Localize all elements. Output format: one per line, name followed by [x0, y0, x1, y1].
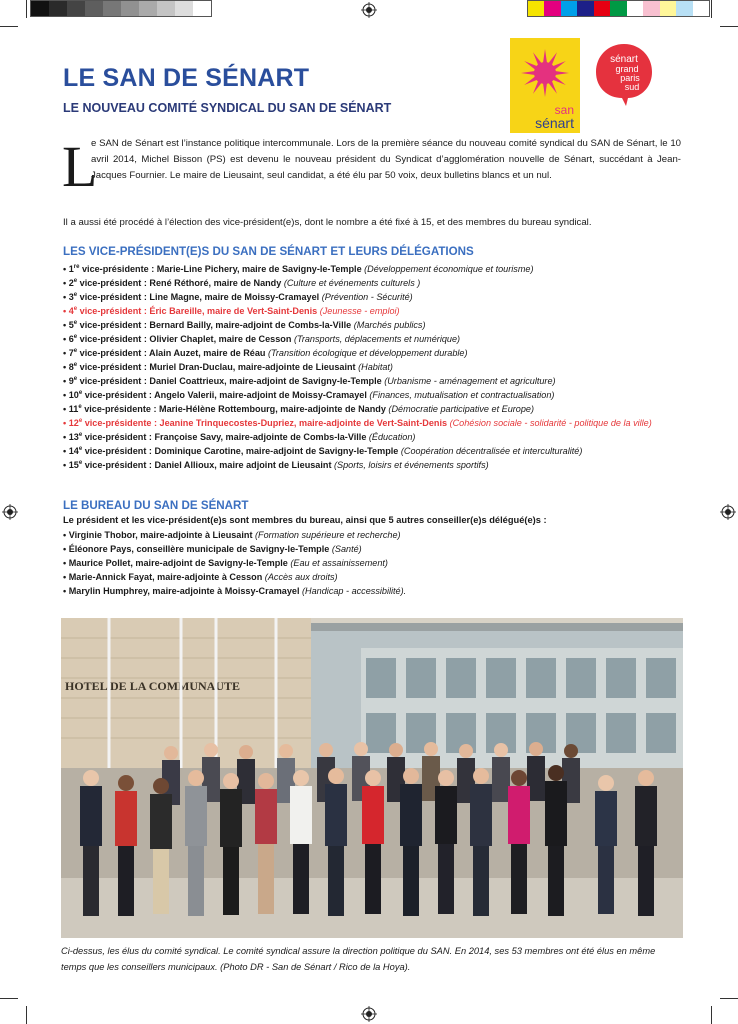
group-photo-illustration	[61, 618, 683, 938]
vice-president-item	[63, 346, 688, 360]
bureau-member-role: (Handicap - accessibilité).	[302, 586, 407, 596]
rank-suffix: e	[73, 305, 78, 312]
rank-suffix: e	[73, 375, 78, 382]
rank-suffix: e	[73, 347, 78, 354]
delegation-description: (Habitat)	[358, 362, 393, 372]
list-bullet: •	[63, 432, 69, 442]
bureau-member-name: • Marie-Annick Fayat, maire-adjointe à Cesson	[63, 572, 265, 582]
vice-president-rank: 5	[68, 320, 74, 330]
photo-caption: Ci-dessus, les élus du comité syndical. Le comité syndical assure la direction politique du SAN. En 2014, ses 53 membres ont été élus en même temps que les conseillers municipaux. (Photo DR - San de Sénart / Rico de la Hoya).	[61, 946, 656, 972]
list-bullet: •	[63, 278, 69, 288]
delegation-description: (Démocratie participative et Europe)	[388, 404, 534, 414]
vice-president-item	[63, 304, 688, 318]
group-photo	[61, 618, 683, 938]
delegation-description: (Éducation)	[368, 432, 416, 442]
trim-mark	[26, 1006, 27, 1024]
vice-president-name: vice-président : Angelo Valerii, maire-adjoint de Moissy-Cramayel	[82, 390, 370, 400]
bureau-member-role: (Eau et assainissement)	[290, 558, 388, 568]
vice-president-item	[63, 402, 688, 416]
delegation-description: (Prévention - Sécurité)	[321, 292, 413, 302]
vice-president-name: vice-président : Daniel Coattrieux, maire-adjoint de Savigny-le-Temple	[77, 376, 385, 386]
vice-president-rank: 6	[68, 334, 74, 344]
rank-suffix: e	[78, 417, 83, 424]
list-bullet: •	[63, 460, 69, 470]
vice-president-rank: 8	[68, 362, 74, 372]
rank-suffix: e	[78, 389, 83, 396]
vice-president-rank: 1	[68, 264, 74, 274]
rank-suffix: e	[73, 333, 78, 340]
list-bullet: •	[63, 348, 69, 358]
bureau-member-name: • Éléonore Pays, conseillère municipale de Savigny-le-Temple	[63, 544, 332, 554]
vice-president-item	[63, 332, 688, 346]
list-bullet: •	[63, 306, 69, 316]
page-title: LE SAN DE SÉNART	[63, 64, 310, 92]
trim-mark	[0, 26, 18, 27]
rank-suffix: e	[78, 431, 83, 438]
vice-president-rank: 3	[68, 292, 74, 302]
trim-mark	[26, 0, 27, 18]
senart-grand-paris-sud-logo	[594, 42, 654, 110]
vice-president-item	[63, 318, 688, 332]
delegation-description: (Culture et événements culturels )	[283, 278, 421, 288]
list-bullet: •	[63, 418, 69, 428]
vice-president-name: vice-président : Alain Auzet, maire de Réau	[77, 348, 268, 358]
bureau-member-name: • Maurice Pollet, maire-adjoint de Savigny-le-Temple	[63, 558, 291, 568]
delegation-description: (Urbanisme - aménagement et agriculture)	[384, 376, 556, 386]
delegation-description: (Sports, loisirs et événements sportifs)	[334, 460, 489, 470]
vice-presidents-list	[63, 262, 688, 472]
vice-president-rank: 15	[68, 460, 79, 470]
san-senart-logo	[510, 38, 580, 133]
bureau-member-item	[63, 556, 688, 570]
vice-president-item	[63, 458, 688, 472]
list-bullet: •	[63, 320, 69, 330]
vice-president-item	[63, 360, 688, 374]
print-greyscale-bar	[30, 0, 212, 17]
vice-president-name: vice-président : Daniel Allioux, maire adjoint de Lieusaint	[82, 460, 335, 470]
trim-mark	[720, 998, 738, 999]
building-sign-text: HOTEL DE LA COMMUNAUTE	[65, 679, 241, 693]
vice-president-item	[63, 374, 688, 388]
delegation-description: (Transition écologique et développement durable)	[267, 348, 468, 358]
bureau-section-title: LE BUREAU DU SAN DE SÉNART	[63, 499, 249, 512]
delegation-description: (Transports, déplacements et numérique)	[293, 334, 461, 344]
vice-president-item	[63, 444, 688, 458]
vice-president-rank: 9	[68, 376, 74, 386]
vice-president-item	[63, 430, 688, 444]
page-subtitle: LE NOUVEAU COMITÉ SYNDICAL DU SAN DE SÉNART	[63, 101, 392, 115]
bureau-member-name: • Virginie Thobor, maire-adjointe à Lieusaint	[63, 530, 255, 540]
sud-logo-line-2: grand	[615, 64, 639, 74]
rank-suffix: e	[73, 361, 78, 368]
list-bullet: •	[63, 446, 69, 456]
sud-logo-line-4: sud	[624, 82, 640, 92]
vice-president-rank: 10	[68, 390, 79, 400]
print-color-bar	[527, 0, 710, 17]
list-bullet: •	[63, 292, 69, 302]
vice-president-name: vice-président : Françoise Savy, maire-adjointe de Combs-la-Ville	[82, 432, 369, 442]
sud-logo-line-1: sénart	[610, 54, 638, 65]
vice-president-name: vice-président : Dominique Carotine, maire-adjoint de Savigny-le-Temple	[82, 446, 401, 456]
trim-mark	[711, 1006, 712, 1024]
vice-president-item	[63, 290, 688, 304]
vice-president-name: vice-président : Line Magne, maire de Moissy-Cramayel	[77, 292, 322, 302]
bureau-member-name: • Marylin Humphrey, maire-adjointe à Moissy-Cramayel	[63, 586, 303, 596]
list-bullet: •	[63, 376, 69, 386]
vice-president-name: vice-président : Olivier Chaplet, maire de Cesson	[77, 334, 294, 344]
list-bullet: •	[63, 264, 69, 274]
vice-president-name: vice-présidente : Jeanine Trinquecostes-Dupriez, maire-adjointe de Vert-Saint-Denis	[82, 418, 450, 428]
rank-suffix: e	[73, 319, 78, 326]
bureau-member-item	[63, 542, 688, 556]
registration-mark-icon	[361, 1006, 377, 1022]
vice-president-item	[63, 276, 688, 290]
bureau-member-item	[63, 570, 688, 584]
star-burst-icon	[510, 38, 580, 133]
delegation-description: (Développement économique et tourisme)	[364, 264, 534, 274]
drop-cap: L	[62, 134, 98, 199]
vice-president-rank: 11	[68, 404, 79, 414]
san-logo-word-2: sénart	[535, 115, 574, 131]
rank-suffix: e	[78, 445, 83, 452]
rank-suffix: e	[73, 291, 78, 298]
registration-mark-icon	[361, 2, 377, 18]
vice-president-name: vice-présidente : Marie-Hélène Rottembourg, maire-adjointe de Nandy	[81, 404, 389, 414]
election-paragraph: Il a aussi été procédé à l’élection des vice-président(e)s, dont le nombre a été fixé à 15, et des membres du bureau syndical.	[63, 217, 592, 228]
list-bullet: •	[63, 404, 69, 414]
vice-president-rank: 13	[68, 432, 79, 442]
bureau-member-role: (Accès aux droits)	[264, 572, 338, 582]
list-bullet: •	[63, 362, 69, 372]
vice-president-name: vice-président : Éric Bareille, maire de Vert-Saint-Denis	[77, 306, 320, 316]
intro-paragraph: e SAN de Sénart est l’instance politique intercommunale. Lors de la première séance du nouveau comité syndical du SAN de Sénart, le 10 avril 2014, Michel Bisson (PS) est devenu le nouveau président du Syndicat d’agglomération nouvelle de Sénart, succédant à Jean-Jacques Fournier. Le maire de Lieusaint, seul candidat, a été élu par 50 voix, deux bulletins blancs et un nul.	[91, 138, 681, 181]
vice-president-name: vice-président : Bernard Bailly, maire-adjoint de Combs-la-Ville	[77, 320, 354, 330]
sud-logo-line-3: paris	[620, 73, 640, 83]
delegation-description: (Marchés publics)	[353, 320, 426, 330]
rank-suffix: re	[73, 263, 80, 270]
bureau-member-item	[63, 584, 688, 598]
vice-president-rank: 7	[68, 348, 74, 358]
delegation-description: (Cohésion sociale - solidarité - politique de la ville)	[449, 418, 652, 428]
trim-mark	[0, 998, 18, 999]
bureau-member-item	[63, 528, 688, 542]
vice-president-rank: 4	[68, 306, 74, 316]
bureau-members-list	[63, 528, 688, 598]
vice-president-item	[63, 262, 688, 276]
vice-president-rank: 12	[68, 418, 79, 428]
delegation-description: (Finances, mutualisation et contractualisation)	[369, 390, 555, 400]
delegation-description: (Jeunesse - emploi)	[319, 306, 400, 316]
vice-president-name: vice-président : René Réthoré, maire de Nandy	[77, 278, 284, 288]
vice-president-item	[63, 416, 688, 430]
rank-suffix: e	[78, 459, 83, 466]
rank-suffix: e	[78, 403, 82, 410]
vice-president-rank: 2	[68, 278, 74, 288]
delegation-description: (Coopération décentralisée et interculturalité)	[400, 446, 583, 456]
registration-mark-icon	[720, 504, 736, 520]
trim-mark	[720, 26, 738, 27]
bureau-intro: Le président et les vice-président(e)s sont membres du bureau, ainsi que 5 autres conseiller(e)s délégué(e)s :	[63, 515, 547, 525]
vice-president-name: vice-président : Muriel Dran-Duclau, maire-adjointe de Lieusaint	[77, 362, 359, 372]
list-bullet: •	[63, 390, 69, 400]
vice-presidents-section-title: LES VICE-PRÉSIDENT(E)S DU SAN DE SÉNART ET LEURS DÉLÉGATIONS	[63, 245, 474, 258]
trim-mark	[711, 0, 712, 18]
vice-president-item	[63, 388, 688, 402]
vice-president-rank: 14	[68, 446, 79, 456]
bureau-member-role: (Santé)	[331, 544, 362, 554]
registration-mark-icon	[2, 504, 18, 520]
bureau-member-role: (Formation supérieure et recherche)	[255, 530, 401, 540]
san-logo-word-1: san	[554, 103, 574, 117]
vice-president-name: vice-présidente : Marie-Line Pichery, maire de Savigny-le-Temple	[79, 264, 365, 274]
rank-suffix: e	[73, 277, 78, 284]
list-bullet: •	[63, 334, 69, 344]
